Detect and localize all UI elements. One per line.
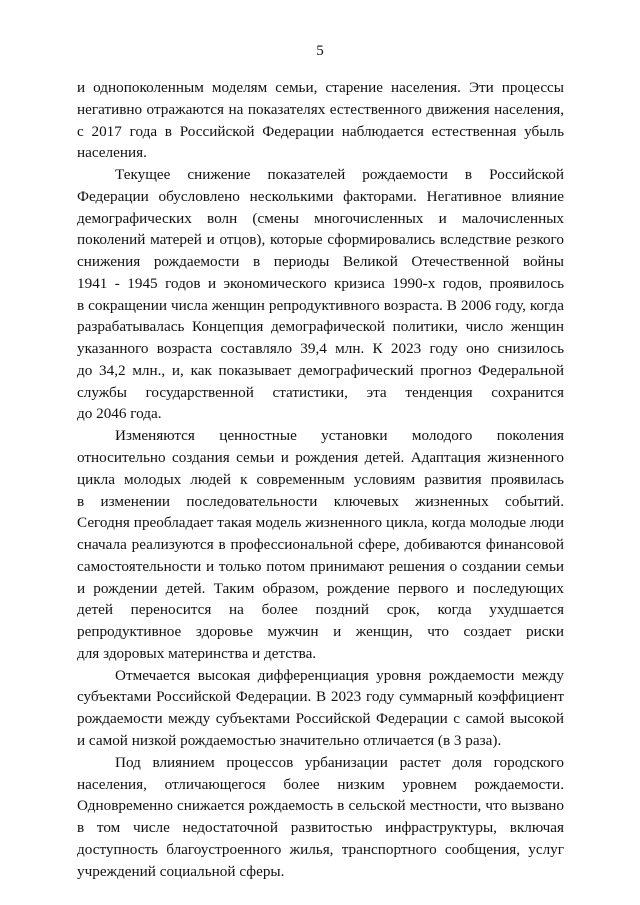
text-line: рождаемости между субъектами Российской Федерации с самой высокой	[77, 710, 564, 728]
text-line: Одновременно снижается рождаемость в сельской местности, что вызвано	[77, 797, 564, 815]
text-line: Сегодня преобладает такая модель жизненного цикла, когда молодые люди	[77, 514, 564, 532]
page-number: 5	[316, 43, 324, 59]
text-line: Текущее снижение показателей рождаемости в Российской	[115, 166, 564, 184]
body-text	[77, 77, 564, 882]
text-line: и самой низкой рождаемостью значительно отличается (в 3 раза).	[77, 731, 502, 749]
text-line: Изменяются ценностные установки молодого поколения	[115, 427, 564, 445]
text-line: субъектами Российской Федерации. В 2023 году суммарный коэффициент	[77, 688, 564, 706]
text-line: репродуктивное здоровье мужчин и женщин, что создает риски	[77, 623, 564, 641]
text-line: с 2017 года в Российской Федерации наблюдается естественная убыль	[77, 122, 564, 140]
text-line: учреждений социальной сферы.	[77, 862, 285, 880]
text-line: указанного возраста составляло 39,4 млн. К 2023 году оно снизилось	[77, 340, 564, 358]
text-line: до 34,2 млн., и, как показывает демографический прогноз Федеральной	[77, 361, 564, 379]
text-line: Под влиянием процессов урбанизации растет доля городского	[115, 753, 564, 771]
text-line: для здоровых материнства и детства.	[77, 644, 317, 662]
text-line: населения, отличающегося более низким уровнем рождаемости.	[77, 775, 564, 793]
text-line: цикла молодых людей к современным условиям развития проявилась	[77, 470, 564, 488]
text-line: в изменении последовательности ключевых жизненных событий.	[77, 492, 564, 510]
text-line: детей переносится на более поздний срок, когда ухудшается	[77, 601, 564, 619]
text-line: самостоятельности и только потом принимают решения о создании семьи	[77, 557, 564, 575]
text-line: населения.	[77, 144, 147, 162]
text-line: и рождении детей. Таким образом, рождение первого и последующих	[77, 579, 564, 597]
text-line: снижения рождаемости в периоды Великой Отечественной войны	[77, 253, 564, 271]
text-line: разрабатывалась Концепция демографической политики, число женщин	[77, 318, 564, 336]
text-line: службы государственной статистики, эта тенденция сохранится	[77, 383, 564, 401]
text-line: демографических волн (смены многочисленных и малочисленных	[77, 209, 564, 227]
text-line: 1941 - 1945 годов и экономического кризиса 1990-х годов, проявилось	[77, 274, 564, 292]
text-line: Отмечается высокая дифференциация уровня рождаемости между	[115, 666, 564, 684]
text-line: негативно отражаются на показателях естественного движения населения,	[77, 100, 564, 118]
text-line: относительно создания семьи и рождения детей. Адаптация жизненного	[77, 449, 564, 467]
text-line: поколений матерей и отцов), которые сформировались вследствие резкого	[77, 231, 564, 249]
text-line: доступность благоустроенного жилья, транспортного сообщения, услуг	[77, 840, 564, 858]
text-line: Федерации обусловлено несколькими факторами. Негативное влияние	[77, 187, 564, 205]
text-line: в том числе недостаточной развитостью инфраструктуры, включая	[77, 819, 564, 837]
text-line: и однопоколенным моделям семьи, старение населения. Эти процессы	[77, 79, 564, 96]
text-line: в сокращении числа женщин репродуктивного возраста. В 2006 году, когда	[77, 296, 564, 314]
text-line: сначала реализуются в профессиональной сфере, добиваются финансовой	[77, 536, 564, 554]
text-line: до 2046 года.	[77, 405, 162, 423]
